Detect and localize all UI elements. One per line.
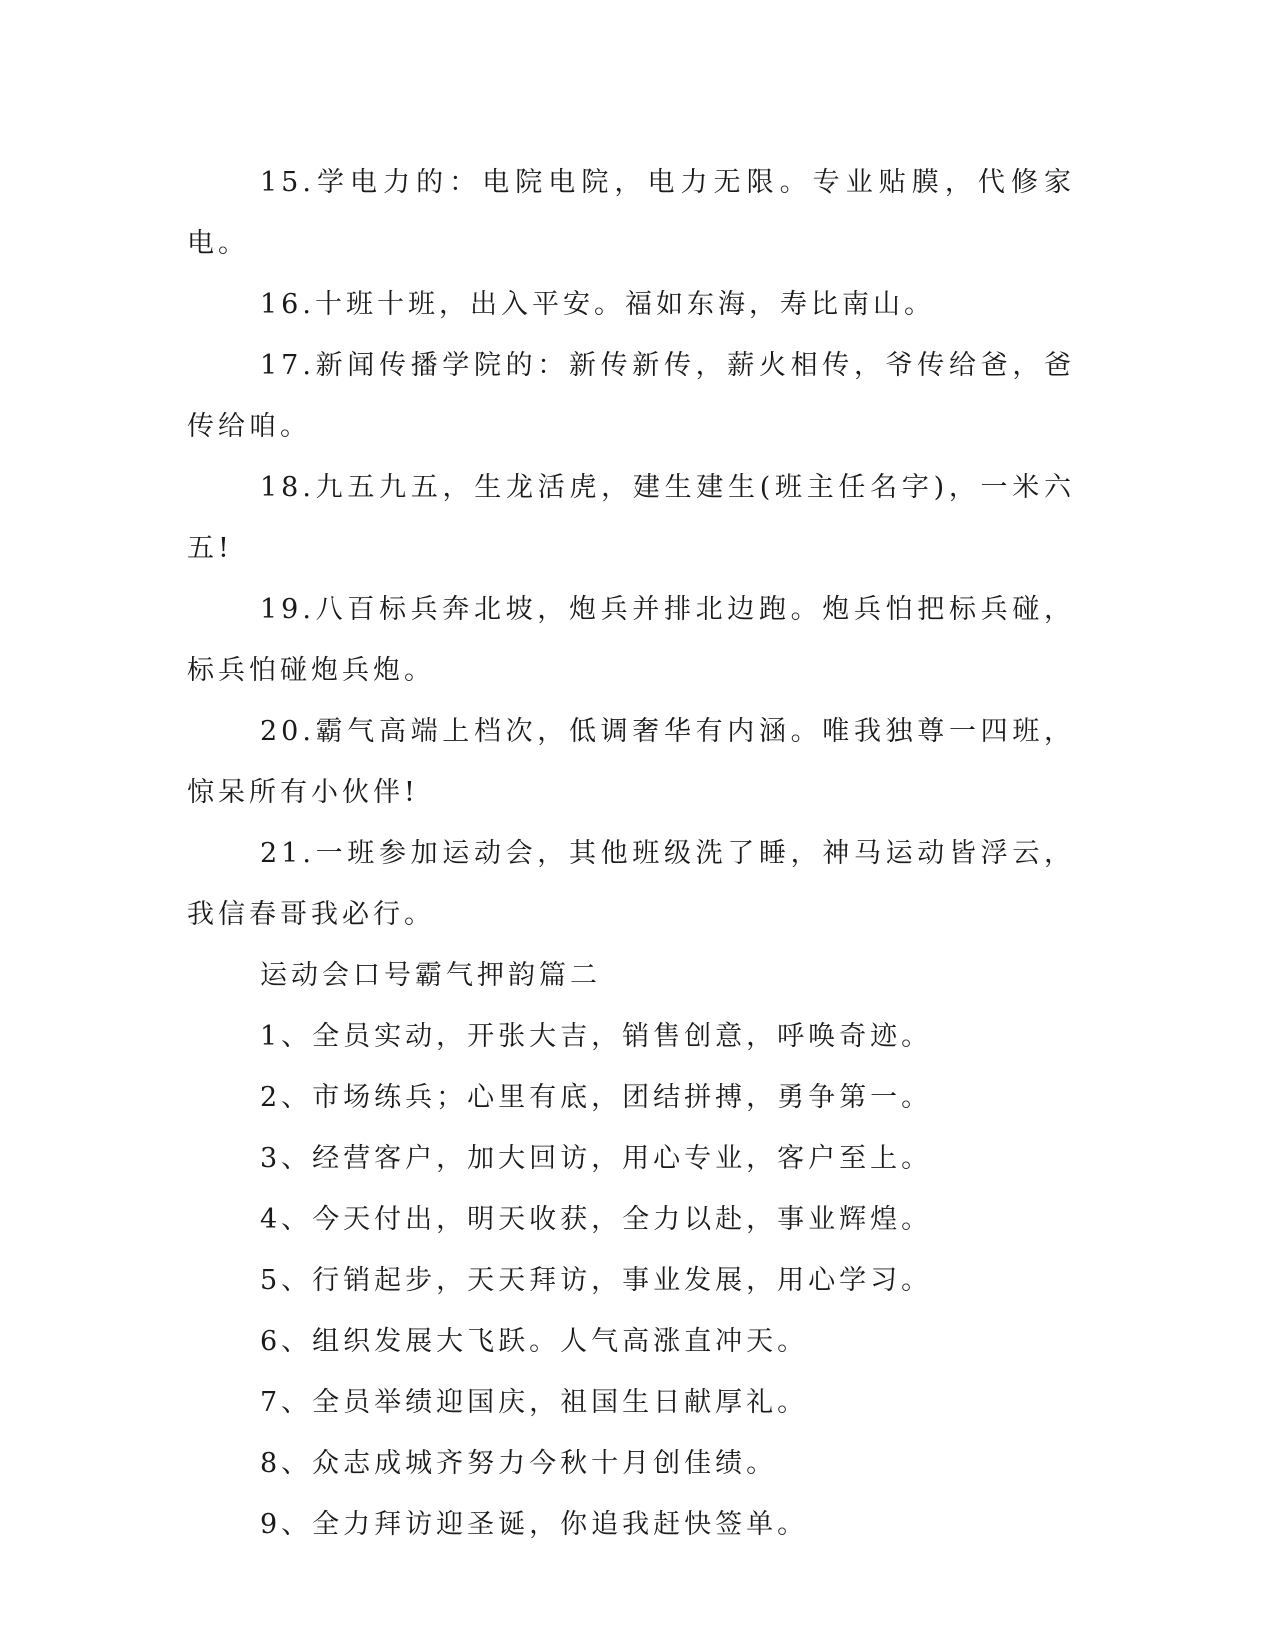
paragraph: 19.八百标兵奔北坡，炮兵并排北边跑。炮兵怕把标兵碰，标兵怕碰炮兵炮。: [187, 594, 1075, 686]
paragraph: 2、市场练兵；心里有底，团结拼搏，勇争第一。: [260, 1082, 933, 1113]
paragraph: 16.十班十班，出入平安。福如东海，寿比南山。: [260, 289, 935, 320]
paragraph: 20.霸气高端上档次，低调奢华有内涵。唯我独尊一四班，惊呆所有小伙伴!: [187, 716, 1075, 808]
paragraph: 9、全力拜访迎圣诞，你追我赶快签单。: [260, 1509, 809, 1540]
document-body: [187, 152, 1075, 1555]
paragraph: 18.九五九五，生龙活虎，建生建生(班主任名字)，一米六五!: [187, 472, 1075, 564]
paragraph: 3、经营客户，加大回访，用心专业，客户至上。: [260, 1143, 933, 1174]
paragraph: 8、众志成城齐努力今秋十月创佳绩。: [260, 1448, 778, 1479]
paragraph: 5、行销起步，天天拜访，事业发展，用心学习。: [260, 1265, 933, 1296]
paragraph: 7、全员举绩迎国庆，祖国生日献厚礼。: [260, 1387, 809, 1418]
paragraph: 6、组织发展大飞跃。人气高涨直冲天。: [260, 1326, 809, 1357]
section-heading: 运动会口号霸气押韵篇二: [260, 960, 601, 991]
paragraph: 15.学电力的：电院电院，电力无限。专业贴膜，代修家电。: [187, 167, 1075, 259]
paragraph: 1、全员实动，开张大吉，销售创意，呼唤奇迹。: [260, 1021, 933, 1052]
paragraph: 21.一班参加运动会，其他班级洗了睡，神马运动皆浮云，我信春哥我必行。: [187, 838, 1075, 930]
paragraph: 4、今天付出，明天收获，全力以赴，事业辉煌。: [260, 1204, 933, 1235]
paragraph: 17.新闻传播学院的：新传新传，薪火相传，爷传给爸，爸传给咱。: [187, 350, 1075, 442]
